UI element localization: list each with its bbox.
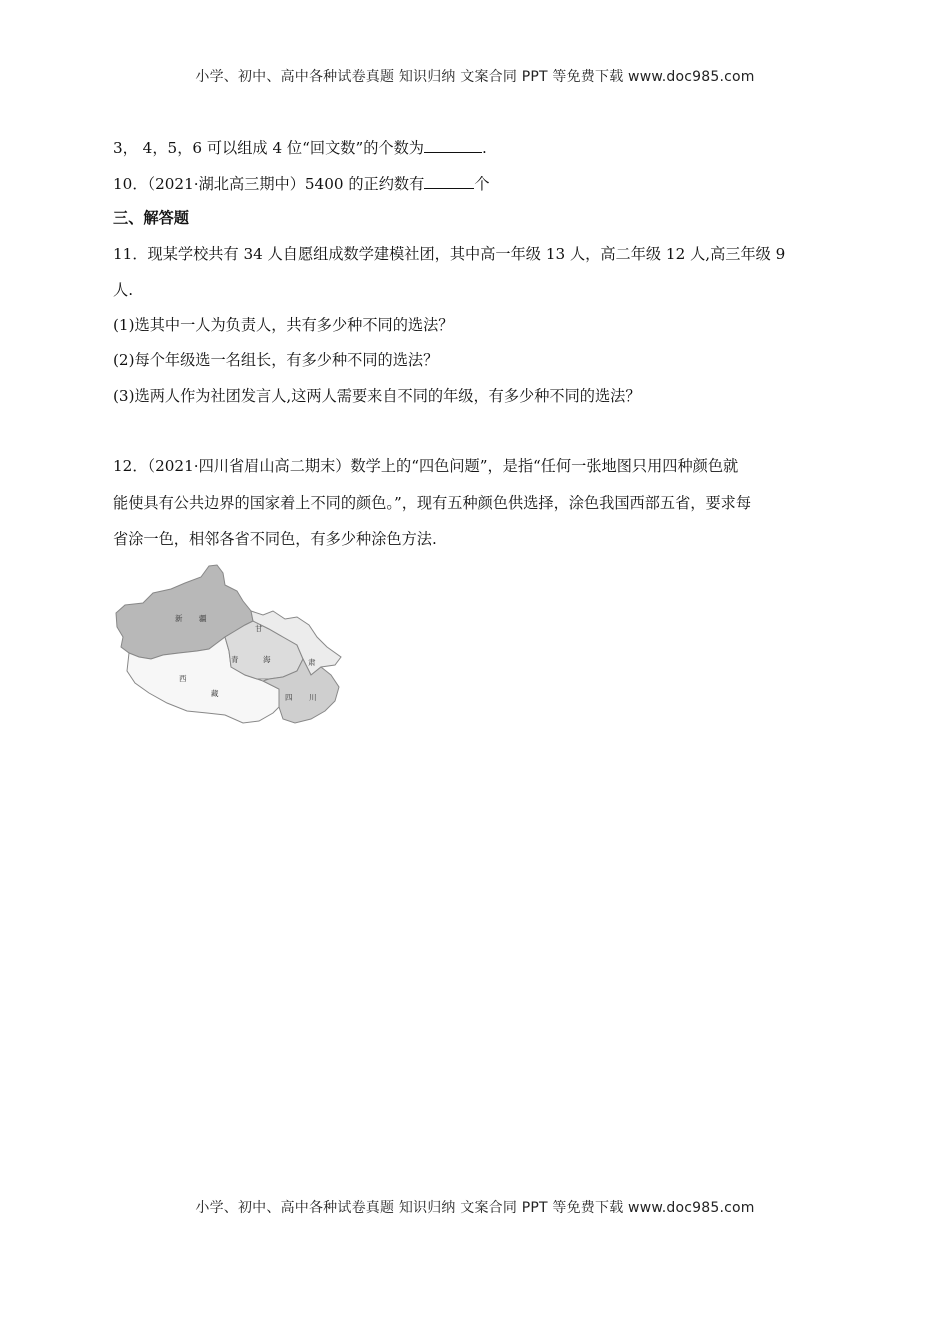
question-9-text: 3， 4，5，6 可以组成 4 位“回文数”的个数为	[113, 139, 424, 157]
label-xizang-1: 西	[179, 674, 187, 683]
question-10-text: 10．（2021·湖北高三期中）5400 的正约数有	[113, 175, 425, 193]
question-9: 3， 4，5，6 可以组成 4 位“回文数”的个数为 .	[113, 139, 487, 157]
label-qinghai-2: 海	[263, 655, 271, 664]
page-footer: 小学、初中、高中各种试卷真题 知识归纳 文案合同 PPT 等免费下载 www.doc985.com	[195, 1200, 755, 1216]
question-11-part1: (1)选其中一人为负责人，共有多少种不同的选法？	[113, 316, 454, 334]
question-12-line3: 省涂一色，相邻各省不同色，有多少种涂色方法.	[113, 530, 437, 548]
question-11-part2: (2)每个年级选一名组长，有多少种不同的选法？	[113, 351, 439, 369]
label-qinghai-1: 青	[231, 655, 239, 664]
label-sichuan-2: 川	[309, 693, 317, 702]
label-gansu: 甘	[255, 624, 263, 633]
western-provinces-map	[113, 563, 348, 733]
label-xinjiang-1: 新	[175, 614, 183, 623]
question-12-line1: 12．（2021·四川省眉山高二期末）数学上的“四色问题”，是指“任何一张地图只用四种颜色就	[113, 457, 739, 475]
label-gansu-2: 肃	[308, 658, 316, 667]
label-xizang-2: 藏	[211, 689, 219, 698]
question-10: 10．（2021·湖北高三期中）5400 的正约数有 个	[113, 175, 490, 193]
answer-blank	[424, 173, 474, 189]
question-11-line1: 11．现某学校共有 34 人自愿组成数学建模社团，其中高一年级 13 人，高二年级 12 人,高三年级 9	[113, 245, 786, 263]
page-header: 小学、初中、高中各种试卷真题 知识归纳 文案合同 PPT 等免费下载 www.doc985.com	[195, 69, 755, 85]
question-11-part3: (3)选两人作为社团发言人,这两人需要来自不同的年级，有多少种不同的选法？	[113, 387, 641, 405]
label-sichuan-1: 四	[285, 693, 293, 702]
section-title: 三、解答题	[113, 209, 189, 227]
question-11-line2: 人.	[113, 281, 134, 299]
question-12-line2: 能使具有公共边界的国家着上不同的颜色。”，现有五种颜色供选择，涂色我国西部五省，要求每	[113, 494, 752, 512]
answer-blank	[424, 137, 482, 153]
label-xinjiang-2: 疆	[199, 614, 207, 623]
